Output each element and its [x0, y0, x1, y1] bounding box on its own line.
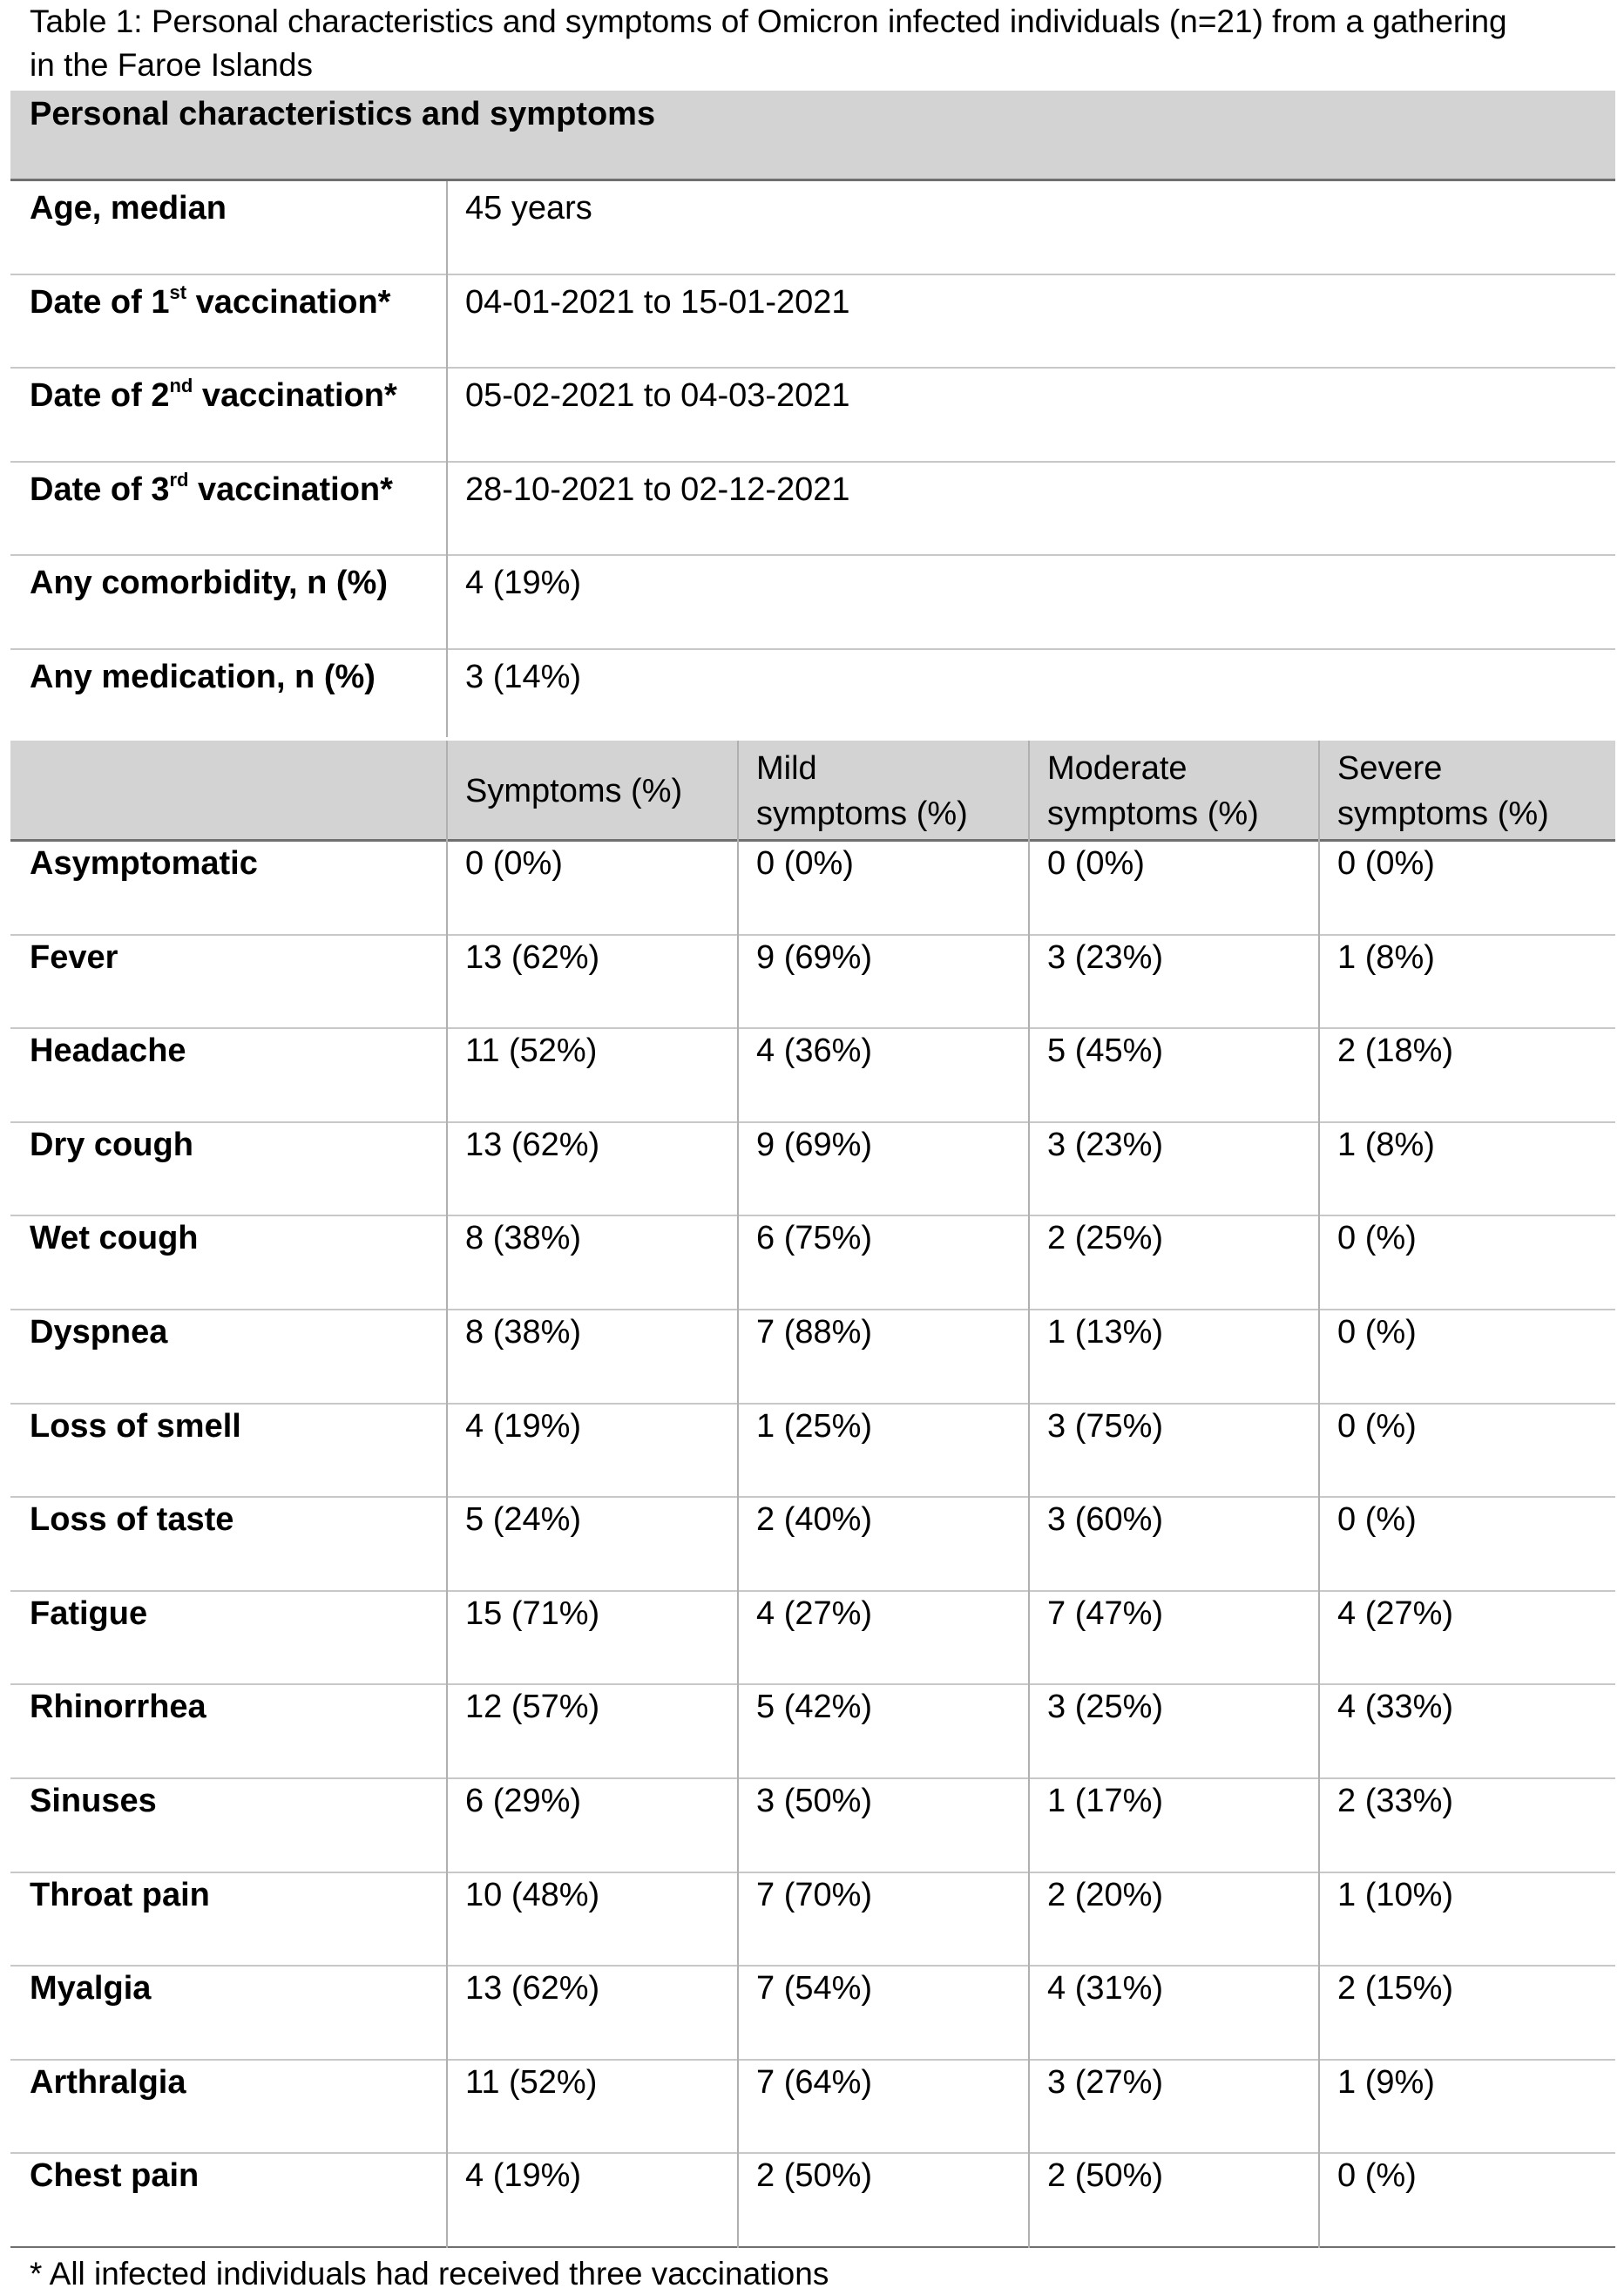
symptom-value: 2 (20%) — [1047, 1876, 1164, 1913]
table-row — [10, 936, 1615, 1030]
symptom-value: 4 (27%) — [1337, 1594, 1454, 1632]
symptom-column-header — [465, 768, 682, 814]
characteristic-value: 04-01-2021 to 15-01-2021 — [465, 283, 850, 321]
symptom-value: 4 (33%) — [1337, 1689, 1454, 1726]
symptom-column-header — [1337, 746, 1549, 836]
characteristic-value: 4 (19%) — [465, 565, 582, 601]
symptom-value: 12 (57%) — [465, 1689, 600, 1726]
characteristic-row — [10, 275, 1615, 369]
characteristic-label — [30, 369, 397, 461]
symptom-value: 0 (%) — [1337, 1220, 1417, 1257]
symptom-name: Chest pain — [30, 2157, 200, 2195]
symptom-value: 0 (%) — [1337, 1501, 1417, 1539]
symptom-value: 2 (33%) — [1337, 1783, 1454, 1819]
table-row — [10, 1685, 1615, 1779]
characteristic-label-text: Date of 3 — [30, 471, 170, 508]
characteristic-label — [30, 556, 388, 648]
characteristics-divider — [446, 181, 448, 737]
symptom-name: Myalgia — [30, 1970, 152, 2007]
symptom-value: 2 (50%) — [756, 2157, 873, 2195]
column-header-line-2: symptoms (%) — [1337, 795, 1549, 832]
symptom-name: Loss of smell — [30, 1407, 241, 1445]
table-row — [10, 1592, 1615, 1686]
characteristic-value: 28-10-2021 to 02-12-2021 — [465, 471, 850, 508]
characteristic-label-suffix: vaccination* — [188, 471, 393, 508]
characteristic-row — [10, 181, 1615, 275]
column-header-line-1: Mild — [756, 750, 817, 787]
symptom-value: 6 (75%) — [756, 1220, 873, 1257]
symptom-column-header — [1047, 746, 1259, 836]
symptom-name: Dyspnea — [30, 1314, 168, 1351]
characteristic-value: 05-02-2021 to 04-03-2021 — [465, 377, 850, 414]
symptom-value: 7 (54%) — [756, 1970, 873, 2007]
symptom-name: Arthralgia — [30, 2063, 186, 2101]
symptom-name: Asymptomatic — [30, 845, 258, 882]
table-row — [10, 1498, 1615, 1592]
symptom-value: 2 (40%) — [756, 1501, 873, 1539]
characteristic-row — [10, 463, 1615, 557]
column-divider — [1028, 741, 1030, 2248]
symptom-value: 1 (9%) — [1337, 2063, 1435, 2101]
symptom-value: 3 (23%) — [1047, 938, 1164, 976]
column-divider — [1318, 741, 1320, 2248]
symptom-value: 9 (69%) — [756, 938, 873, 976]
symptoms-header — [10, 741, 1615, 842]
symptom-value: 11 (52%) — [465, 2063, 598, 2101]
characteristic-label — [30, 181, 227, 274]
symptom-value: 11 (52%) — [465, 1032, 598, 1070]
table-row — [10, 1779, 1615, 1873]
symptom-value: 4 (31%) — [1047, 1970, 1164, 2007]
symptom-value: 0 (%) — [1337, 2157, 1417, 2195]
symptom-value: 1 (8%) — [1337, 1126, 1435, 1163]
symptom-value: 2 (18%) — [1337, 1032, 1454, 1070]
symptom-value: 1 (10%) — [1337, 1876, 1454, 1913]
symptom-value: 15 (71%) — [465, 1594, 600, 1632]
symptom-value: 7 (70%) — [756, 1876, 873, 1913]
symptom-name: Loss of taste — [30, 1501, 234, 1539]
ordinal-suffix: nd — [169, 375, 193, 397]
table-row — [10, 1310, 1615, 1405]
symptom-value: 3 (27%) — [1047, 2063, 1164, 2101]
column-header-line-2: symptoms (%) — [756, 795, 968, 832]
symptom-value: 0 (%) — [1337, 1407, 1417, 1445]
table-row — [10, 2154, 1615, 2248]
table-row — [10, 842, 1615, 936]
characteristic-label-text: Date of 2 — [30, 377, 170, 414]
characteristic-label-suffix: vaccination* — [186, 283, 391, 321]
symptom-name: Throat pain — [30, 1876, 210, 1913]
caption-line-2: in the Faroe Islands — [30, 47, 313, 83]
symptom-value: 0 (0%) — [1047, 845, 1145, 882]
symptom-value: 3 (23%) — [1047, 1126, 1164, 1163]
symptom-value: 3 (75%) — [1047, 1407, 1164, 1445]
characteristic-label-text: Date of 1 — [30, 283, 170, 321]
table-row — [10, 1873, 1615, 1967]
table-row — [10, 1123, 1615, 1217]
symptom-value: 13 (62%) — [465, 938, 600, 976]
symptom-value: 0 (0%) — [465, 845, 563, 882]
symptom-value: 4 (27%) — [756, 1594, 873, 1632]
symptom-name: Sinuses — [30, 1783, 157, 1819]
table-row — [10, 2061, 1615, 2155]
symptom-value: 5 (45%) — [1047, 1032, 1164, 1070]
table-row — [10, 1967, 1615, 2061]
characteristic-row — [10, 650, 1615, 744]
symptom-value: 2 (15%) — [1337, 1970, 1454, 2007]
symptom-value: 0 (0%) — [1337, 845, 1435, 882]
characteristic-label-text: Age, median — [30, 190, 227, 227]
symptom-name: Fever — [30, 938, 118, 976]
symptom-value: 13 (62%) — [465, 1970, 600, 2007]
symptom-value: 1 (17%) — [1047, 1783, 1164, 1819]
symptom-value: 0 (0%) — [756, 845, 854, 882]
symptom-value: 7 (64%) — [756, 2063, 873, 2101]
column-header-line-1: Symptoms (%) — [465, 773, 683, 809]
symptom-value: 1 (8%) — [1337, 938, 1435, 976]
symptom-value: 3 (25%) — [1047, 1689, 1164, 1726]
characteristic-label-text: Any medication, n (%) — [30, 658, 376, 695]
symptom-value: 8 (38%) — [465, 1220, 582, 1257]
column-header-line-1: Moderate — [1047, 750, 1188, 787]
characteristic-value: 45 years — [465, 190, 592, 227]
section-header-title: Personal characteristics and symptoms — [30, 96, 656, 132]
symptom-value: 3 (50%) — [756, 1783, 873, 1819]
symptom-value: 3 (60%) — [1047, 1501, 1164, 1539]
column-header-line-2: symptoms (%) — [1047, 795, 1259, 832]
caption-line-1: Table 1: Personal characteristics and symptoms of Omicron infected individuals (n=21) from a gathering — [30, 3, 1507, 39]
ordinal-suffix: rd — [169, 468, 189, 491]
characteristic-label — [30, 650, 376, 744]
symptom-column-header — [756, 746, 968, 836]
symptom-value: 9 (69%) — [756, 1126, 873, 1163]
column-divider — [737, 741, 739, 2248]
symptom-value: 10 (48%) — [465, 1876, 600, 1913]
symptom-name: Dry cough — [30, 1126, 193, 1163]
characteristic-row — [10, 556, 1615, 650]
symptom-value: 7 (88%) — [756, 1314, 873, 1351]
table-row — [10, 1216, 1615, 1310]
characteristic-label — [30, 463, 393, 555]
symptom-name: Headache — [30, 1032, 186, 1070]
characteristic-label-text: Any comorbidity, n (%) — [30, 565, 388, 601]
symptom-name: Fatigue — [30, 1594, 148, 1632]
section-header — [10, 91, 1615, 181]
symptom-value: 2 (25%) — [1047, 1220, 1164, 1257]
characteristic-value: 3 (14%) — [465, 658, 582, 695]
footnote: * All infected individuals had received three vaccinations — [30, 2256, 829, 2292]
table-caption — [30, 0, 1624, 87]
symptom-value: 4 (19%) — [465, 1407, 582, 1445]
symptom-value: 8 (38%) — [465, 1314, 582, 1351]
characteristic-row — [10, 369, 1615, 463]
symptom-value: 7 (47%) — [1047, 1594, 1164, 1632]
symptom-value: 5 (24%) — [465, 1501, 582, 1539]
symptom-value: 4 (36%) — [756, 1032, 873, 1070]
symptom-name: Rhinorrhea — [30, 1689, 206, 1726]
characteristic-label-suffix: vaccination* — [193, 377, 397, 414]
symptom-value: 0 (%) — [1337, 1314, 1417, 1351]
table-row — [10, 1029, 1615, 1123]
symptom-value: 4 (19%) — [465, 2157, 582, 2195]
column-header-line-1: Severe — [1337, 750, 1443, 787]
table-row — [10, 1405, 1615, 1499]
symptom-value: 13 (62%) — [465, 1126, 600, 1163]
symptom-value: 1 (25%) — [756, 1407, 873, 1445]
characteristic-label — [30, 275, 390, 368]
symptom-value: 6 (29%) — [465, 1783, 582, 1819]
ordinal-suffix: st — [169, 281, 187, 303]
symptom-value: 5 (42%) — [756, 1689, 873, 1726]
column-divider — [446, 741, 448, 2248]
symptom-value: 2 (50%) — [1047, 2157, 1164, 2195]
symptom-value: 1 (13%) — [1047, 1314, 1164, 1351]
symptom-name: Wet cough — [30, 1220, 199, 1257]
